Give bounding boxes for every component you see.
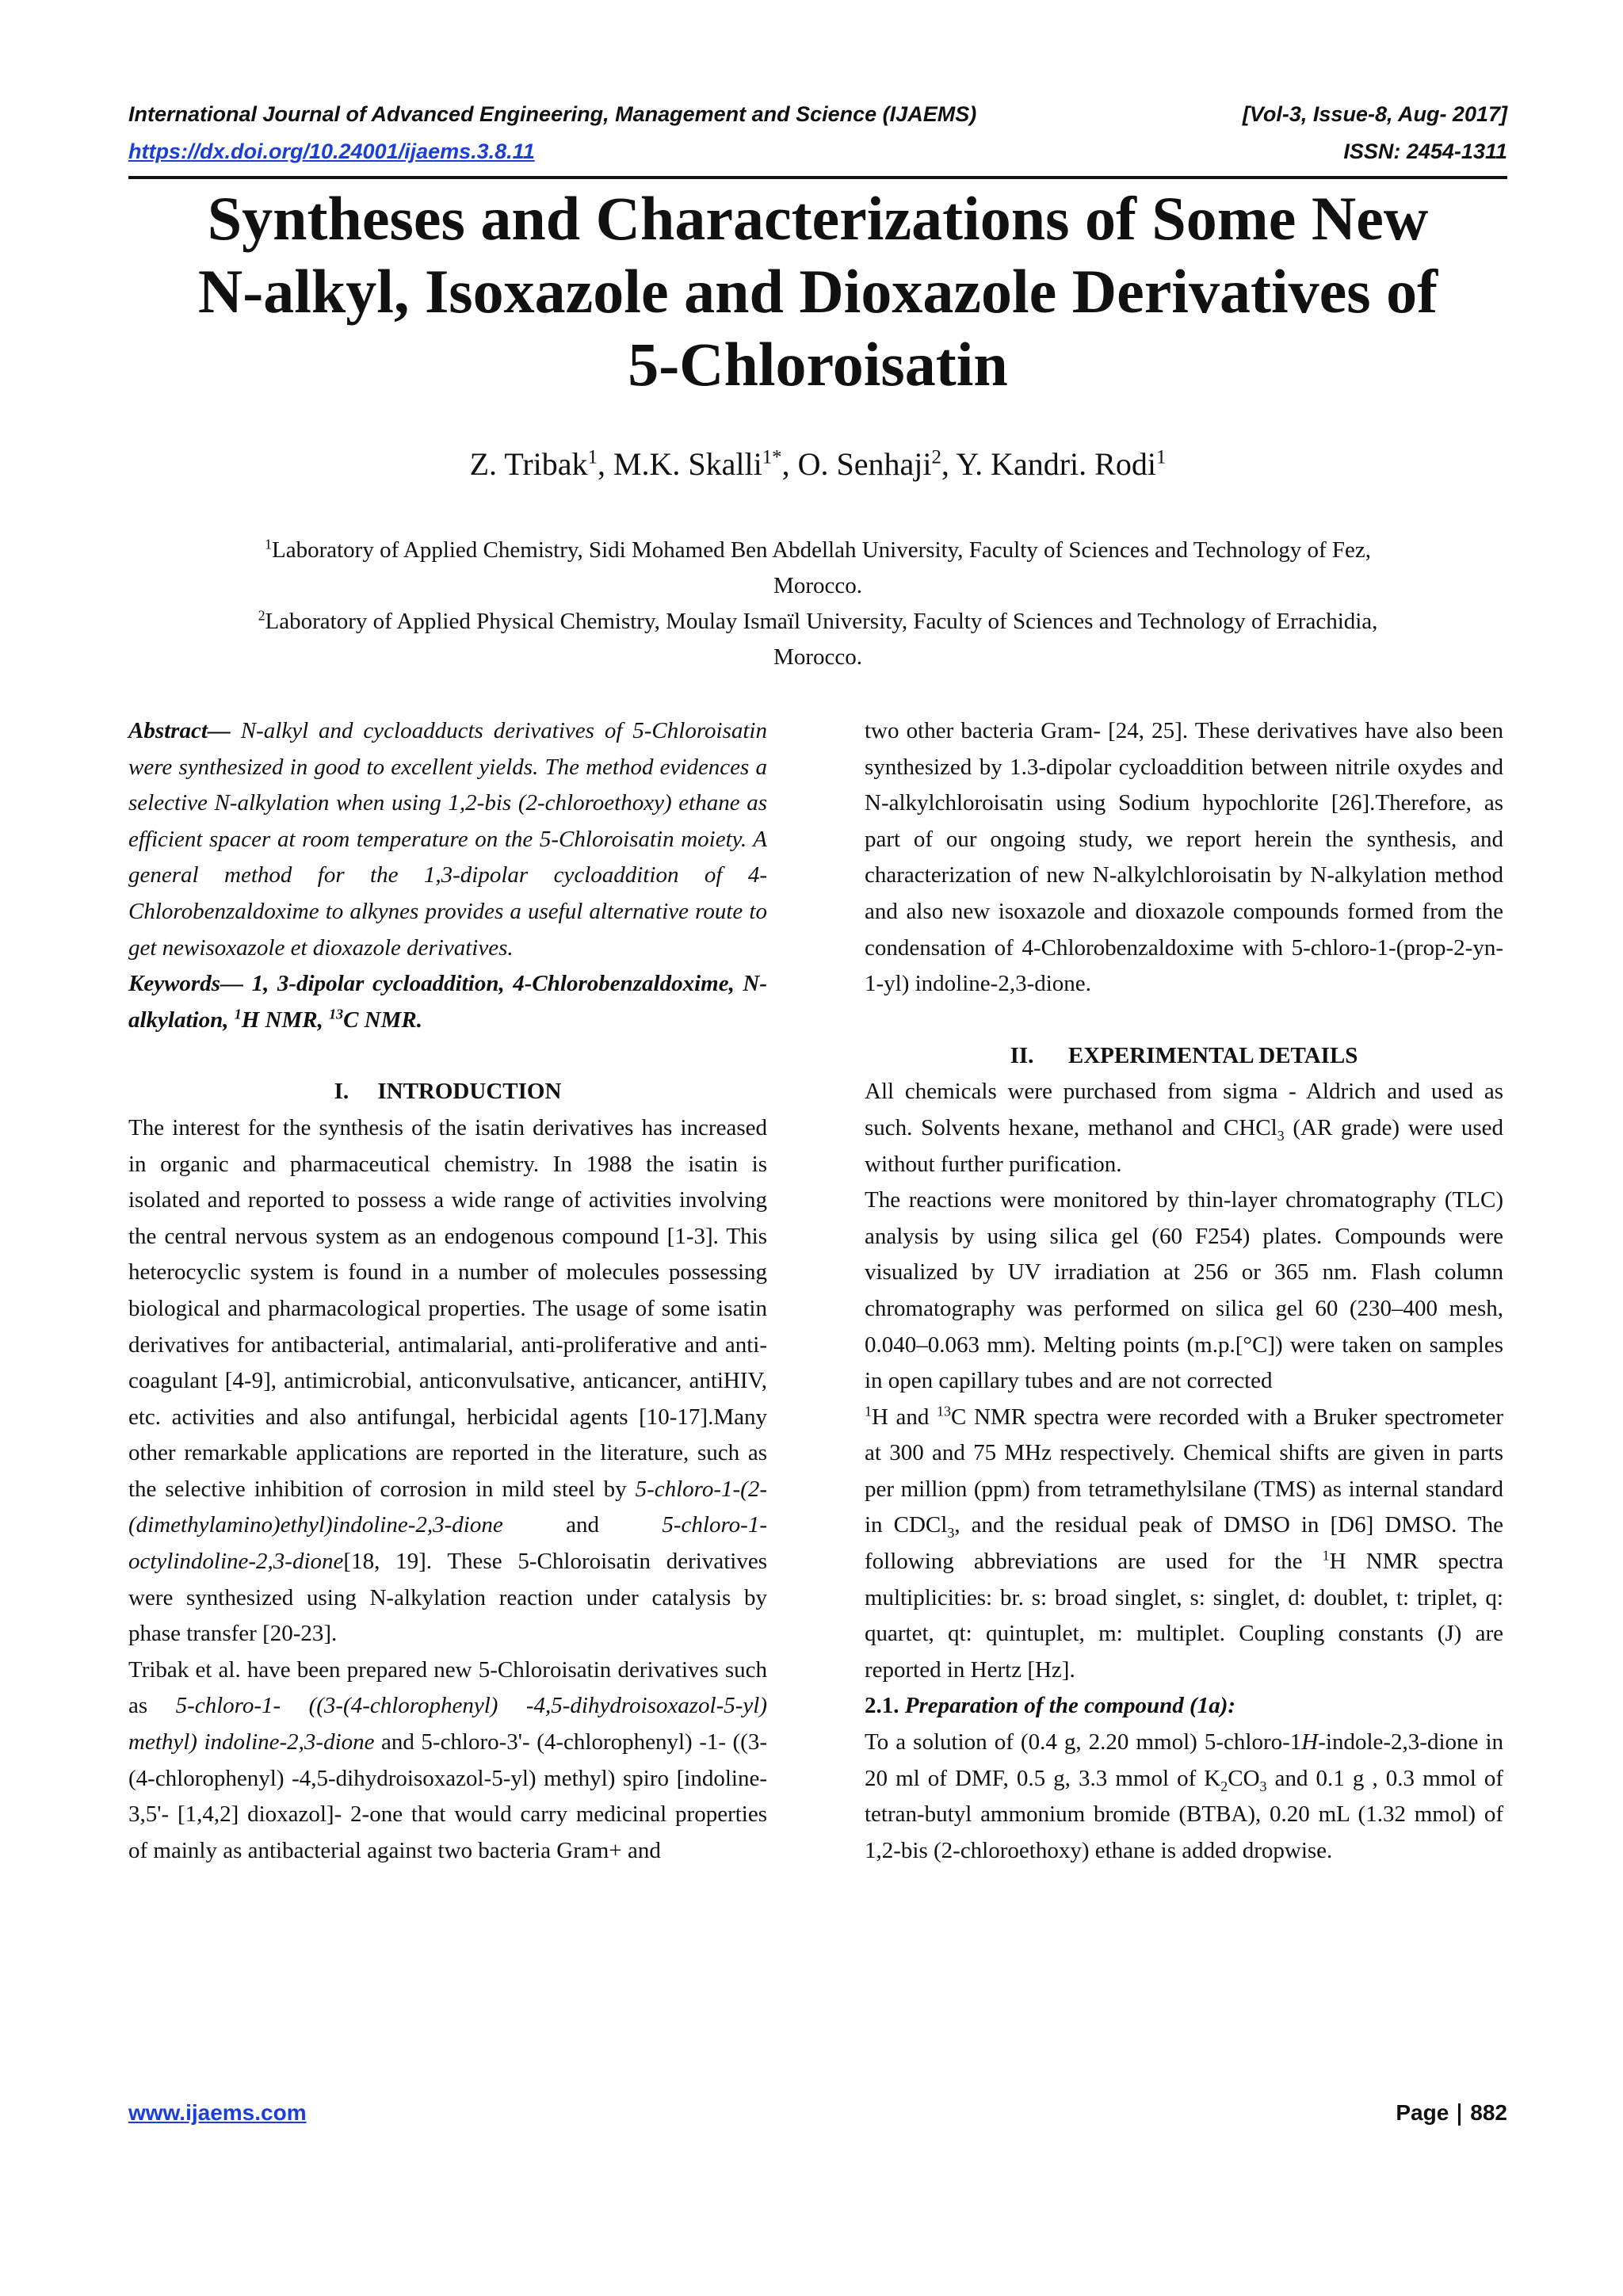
intro-paragraph-1 xyxy=(128,1110,767,1652)
keywords-text: 1, 3-dipolar cycloaddition, 4-Chlorobenzaldoxime, N-alkylation, xyxy=(128,971,767,1033)
text-run: Tribak et al. have been prepared new 5-Chloroisatin derivatives such as xyxy=(128,1656,767,1719)
superscript: 1 xyxy=(1322,1547,1330,1564)
running-header xyxy=(128,98,1507,130)
text-run: (AR grade) were used without further purification. xyxy=(865,1114,1503,1177)
abstract xyxy=(128,713,767,966)
paper-title xyxy=(128,182,1507,401)
page-number: 882 xyxy=(1470,2100,1507,2125)
subscript: 3 xyxy=(1259,1778,1267,1794)
author-affiliation-mark: 1 xyxy=(1155,446,1167,468)
text-run: The interest for the synthesis of the isatin derivatives has increased in organic and pharmaceutical chemistry. In 1988 the isatin is isolated and reported to possess a wide range of activities involving the central nervous system as an endogenous compound [1-3]. This heterocyclic system is found in a number of molecules possessing biological and pharmacological properties. The usage of some isatin derivatives for antibacterial, antimalarial, anti-proliferative and anti-coagulant [4-9], antimicrobial, anticonvulsative, anticancer, antiHIV, etc. activities and also antifungal, herbicidal agents [10-17].Many other remarkable applications are reported in the literature, such as the selective inhibition of corrosion in mild steel by xyxy=(128,1114,767,1502)
author-affiliation-mark: 1* xyxy=(762,446,782,468)
text-run: and xyxy=(502,1512,663,1538)
keywords xyxy=(128,966,767,1038)
header-rule xyxy=(128,176,1507,179)
keywords-c-nmr: C NMR. xyxy=(343,1007,422,1033)
author-name: O. Senhaji xyxy=(797,446,932,482)
subsection-heading-2-1 xyxy=(865,1688,1503,1725)
affiliation-number: 2 xyxy=(258,607,265,624)
running-header-line2 xyxy=(128,136,1507,167)
text-run: C NMR spectra were recorded with a Bruker spectrometer at 300 and 75 MHz respectively. Chemical shifts are given in parts per million (ppm) from tetramethylsilane (TMS) as internal standard in CDCl xyxy=(865,1404,1503,1538)
intro-paragraph-2 xyxy=(128,1652,767,1870)
affiliation-2 xyxy=(128,604,1507,675)
subscript: 2 xyxy=(1220,1778,1228,1794)
affiliation-number: 1 xyxy=(265,536,272,552)
keywords-label: Keywords— xyxy=(128,971,243,997)
subsection-title: Preparation of the compound (1a): xyxy=(899,1693,1236,1719)
text-run: All chemicals were purchased from sigma - Aldrich and used as such. Solvents hexane, methanol and CHCl xyxy=(865,1079,1503,1140)
intro-paragraph-3: two other bacteria Gram- [24, 25]. These derivatives have also been synthesized by 1.3-dipolar cycloaddition between nitrile oxydes and N-alkylchloroisatin using Sodium hypochlorite [26].Therefore, as part of our ongoing study, we report herein the synthesis, and characterization of new N-alkylchloroisatin by N-alkylation method and also new isoxazole and dioxazole compounds formed from the condensation of 4-Chlorobenzaldoxime with 5-chloro-1-(prop-2-yn-1-yl) indoline-2,3-dione. xyxy=(865,718,1503,997)
volume-issue: [Vol-3, Issue-8, Aug- 2017] xyxy=(1242,102,1507,126)
text-run: , and the residual peak of DMSO in [D6] DMSO. The following abbreviations are used for the xyxy=(865,1512,1503,1575)
subscript: 3 xyxy=(1277,1127,1285,1144)
text-run: and 5-chloro-3'- (4-chlorophenyl) -1- ((3- (4-chlorophenyl) -4,5-dihydroisoxazol-5-yl) methyl) spiro [indoline-3,5'- [1,4,2] dioxazol]- 2-one that would carry medicinal properties of mainly as antibacterial against two bacteria Gram+ and xyxy=(128,1729,767,1863)
experimental-paragraph-2: The reactions were monitored by thin-layer chromatography (TLC) analysis by using silica gel (60 F254) plates. Compounds were visualized by UV irradiation at 256 or 365 nm. Flash column chromatography was performed on silica gel 60 (230–400 mesh, 0.040–0.063 mm). Melting points (m.p.[°C]) were taken on samples in open capillary tubes and are not corrected xyxy=(865,1187,1503,1394)
journal-name: International Journal of Advanced Engineering, Management and Science (IJAEMS) xyxy=(128,102,977,126)
author-affiliation-mark: 2 xyxy=(931,446,941,468)
author-separator: , xyxy=(781,446,798,482)
page-indicator xyxy=(1396,2100,1507,2126)
title-line-3: 5-Chloroisatin xyxy=(628,330,1008,399)
page-footer xyxy=(128,2100,1507,2126)
issn: ISSN: 2454-1311 xyxy=(1343,139,1507,163)
experimental-paragraph-1 xyxy=(865,1074,1503,1182)
spacer xyxy=(128,1038,767,1074)
page-label: Page xyxy=(1396,2100,1449,2125)
experimental-paragraph-4 xyxy=(865,1725,1503,1869)
section-heading-experimental: II. EXPERIMENTAL DETAILS xyxy=(1010,1042,1358,1068)
text-run: H NMR spectra multiplicities: br. s: broad singlet, s: singlet, d: doublet, t: triplet, q: quartet, qt: quintuplet, m: multiplet. Coupling constants (J) are reported in Hertz [Hz]. xyxy=(865,1549,1503,1683)
author-affiliation-mark: 1 xyxy=(587,446,598,468)
doi-link[interactable]: https://dx.doi.org/10.24001/ijaems.3.8.11 xyxy=(128,139,535,163)
page-separator xyxy=(1458,2103,1461,2126)
affiliation-text: Laboratory of Applied Physical Chemistry, Moulay Ismaïl University, Faculty of Sciences and Technology of Errachidia, xyxy=(265,609,1378,634)
abstract-label: Abstract— xyxy=(128,718,231,743)
author-separator: , xyxy=(597,446,613,482)
author-separator: , xyxy=(941,446,957,482)
keywords-c-sup: 13 xyxy=(329,1006,344,1022)
left-column xyxy=(128,713,767,1869)
spacer xyxy=(865,1003,1503,1038)
keywords-h-nmr: H NMR, xyxy=(241,1007,330,1033)
subsection-number: 2.1. xyxy=(865,1693,899,1719)
author-list xyxy=(128,444,1507,485)
title-line-1: Syntheses and Characterizations of Some New xyxy=(207,184,1429,253)
text-run: [18, 19]. These 5-Chloroisatin derivatives were synthesized using N-alkylation reaction under catalysis by phase transfer [20-23]. xyxy=(128,1549,767,1647)
section-heading-introduction: I. INTRODUCTION xyxy=(334,1079,562,1105)
author-name: Y. Kandri. Rodi xyxy=(956,446,1156,482)
superscript: 13 xyxy=(937,1403,952,1419)
author-name: M.K. Skalli xyxy=(613,446,762,482)
abstract-text: N-alkyl and cycloadducts derivatives of 5-Chloroisatin were synthesized in good to excellent yields. The method evidences a selective N-alkylation when using 1,2-bis (2-chloroethoxy) ethane as efficient spacer at room temperature on the 5-Chloroisatin moiety. A general method for the 1,3-dipolar cycloaddition of 4-Chlorobenzaldoxime to alkynes provides a useful alternative route to get newisoxazole et dioxazole derivatives. xyxy=(128,718,767,961)
affiliation-1 xyxy=(128,533,1507,604)
title-line-2: N-alkyl, Isoxazole and Dioxazole Derivatives of xyxy=(197,257,1438,326)
website-link[interactable]: www.ijaems.com xyxy=(128,2100,307,2125)
text-run: -indole-2,3-dione in 20 ml of DMF, 0.5 g, 3.3 mmol of K xyxy=(865,1729,1504,1791)
affiliation-country: Morocco. xyxy=(773,644,862,670)
text-run: CO xyxy=(1228,1765,1260,1791)
compound-name: 5-chloro-1-(2-(dimethylamino)ethyl)indoline-2,3-dione xyxy=(128,1476,767,1538)
superscript: 1 xyxy=(865,1403,872,1419)
author-name: Z. Tribak xyxy=(469,446,588,482)
keywords-h-sup: 1 xyxy=(234,1006,242,1022)
right-column xyxy=(865,713,1503,1869)
compound-name: 5-chloro-1- ((3-(4-chlorophenyl) -4,5-dihydroisoxazol-5-yl) methyl) indoline-2,3-dione xyxy=(128,1693,767,1755)
compound-name: 5-chloro-1-octylindoline-2,3-dione xyxy=(128,1512,767,1575)
affiliation-country: Morocco. xyxy=(773,573,862,598)
subscript: 3 xyxy=(947,1525,955,1541)
text-run: To a solution of (0.4 g, 2.20 mmol) 5-chloro-1 xyxy=(865,1729,1302,1755)
affiliation-text: Laboratory of Applied Chemistry, Sidi Mohamed Ben Abdellah University, Faculty of Sciences and Technology of Fez, xyxy=(271,537,1371,563)
text-run: and 0.1 g , 0.3 mmol of tetran-butyl ammonium bromide (BTBA), 0.20 mL (1.32 mmol) of 1,2-bis (2-chloroethoxy) ethane is added dropwise. xyxy=(865,1765,1504,1863)
italic-h: H xyxy=(1301,1729,1319,1755)
text-run: H and xyxy=(871,1404,938,1430)
experimental-paragraph-3 xyxy=(865,1400,1503,1689)
